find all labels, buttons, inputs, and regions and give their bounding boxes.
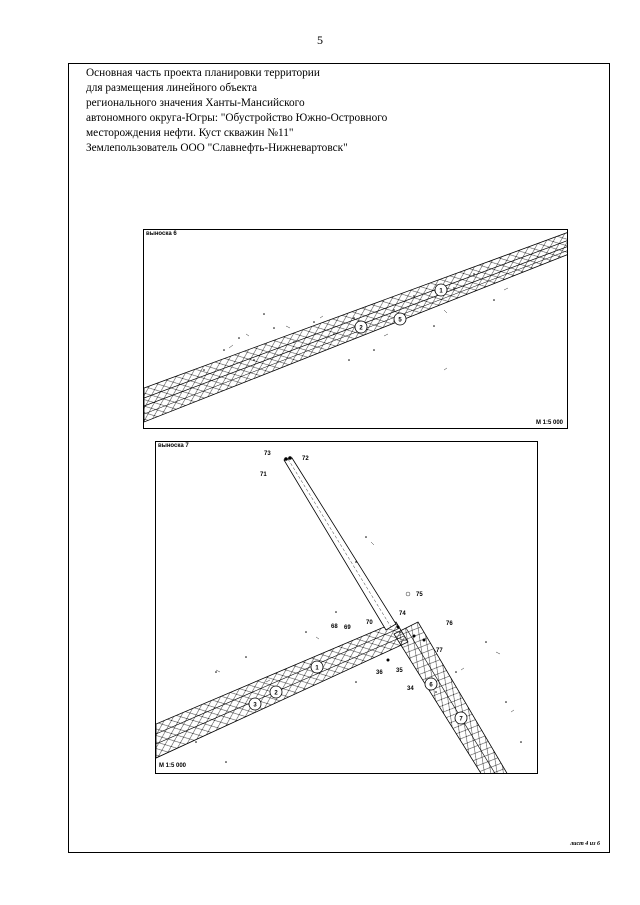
point-label: 72 [302,456,309,462]
svg-text:2: 2 [359,325,363,332]
map6-marker-1 [435,284,447,296]
point-label: 73 [264,451,271,457]
point-label: 76 [446,621,453,627]
point-label: 34 [407,686,414,692]
title-line: Основная часть проекта планировки территории [86,67,320,79]
map7-marker-1 [311,661,323,673]
map6-callout-label: выноска 6 [146,231,177,237]
map7-marker-6 [425,678,437,690]
point-label: 36 [376,670,383,676]
map7-marker-7 [455,712,467,724]
page-number: 5 [317,33,323,47]
svg-text:3: 3 [253,702,257,709]
map7-scale: М 1:5 000 [159,763,187,769]
point-label: 68 [331,624,338,630]
title-line: месторождения нефти. Куст скважин №11" [86,127,294,139]
map6-marker-2 [355,321,367,333]
svg-text:1: 1 [439,288,443,295]
point-label: 71 [260,472,267,478]
map-6-drawing [144,230,568,429]
point-label: 35 [396,668,403,674]
title-line: регионального значения Ханты-Мансийского [86,97,305,109]
map-callout-6 [143,229,568,429]
title-line: для размещения линейного объекта [86,82,258,94]
svg-text:7: 7 [459,716,463,723]
sheet-label: лист 4 из 6 [570,841,600,847]
svg-text:2: 2 [274,690,278,697]
point-label: 75 [416,592,423,598]
title-line: Землепользователь ООО "Славнефть-Нижневартовск" [86,142,348,154]
map7-marker-2 [270,686,282,698]
map7-marker-3 [249,698,261,710]
title-block [86,66,387,156]
point-label: 69 [344,625,351,631]
map6-scale: М 1:5 000 [535,420,563,426]
map-7-drawing [156,442,538,774]
title-line: автономного округа-Югры: "Обустройство Южно-Островного [86,112,388,124]
map7-callout-label: выноска 7 [158,443,189,449]
svg-text:6: 6 [429,682,433,689]
point-label: 74 [399,611,406,617]
map6-marker-5 [394,313,406,325]
point-label: 70 [366,620,373,626]
map-callout-7 [155,441,538,774]
svg-text:5: 5 [398,317,402,324]
svg-text:1: 1 [315,665,319,672]
point-label: 77 [436,648,443,654]
